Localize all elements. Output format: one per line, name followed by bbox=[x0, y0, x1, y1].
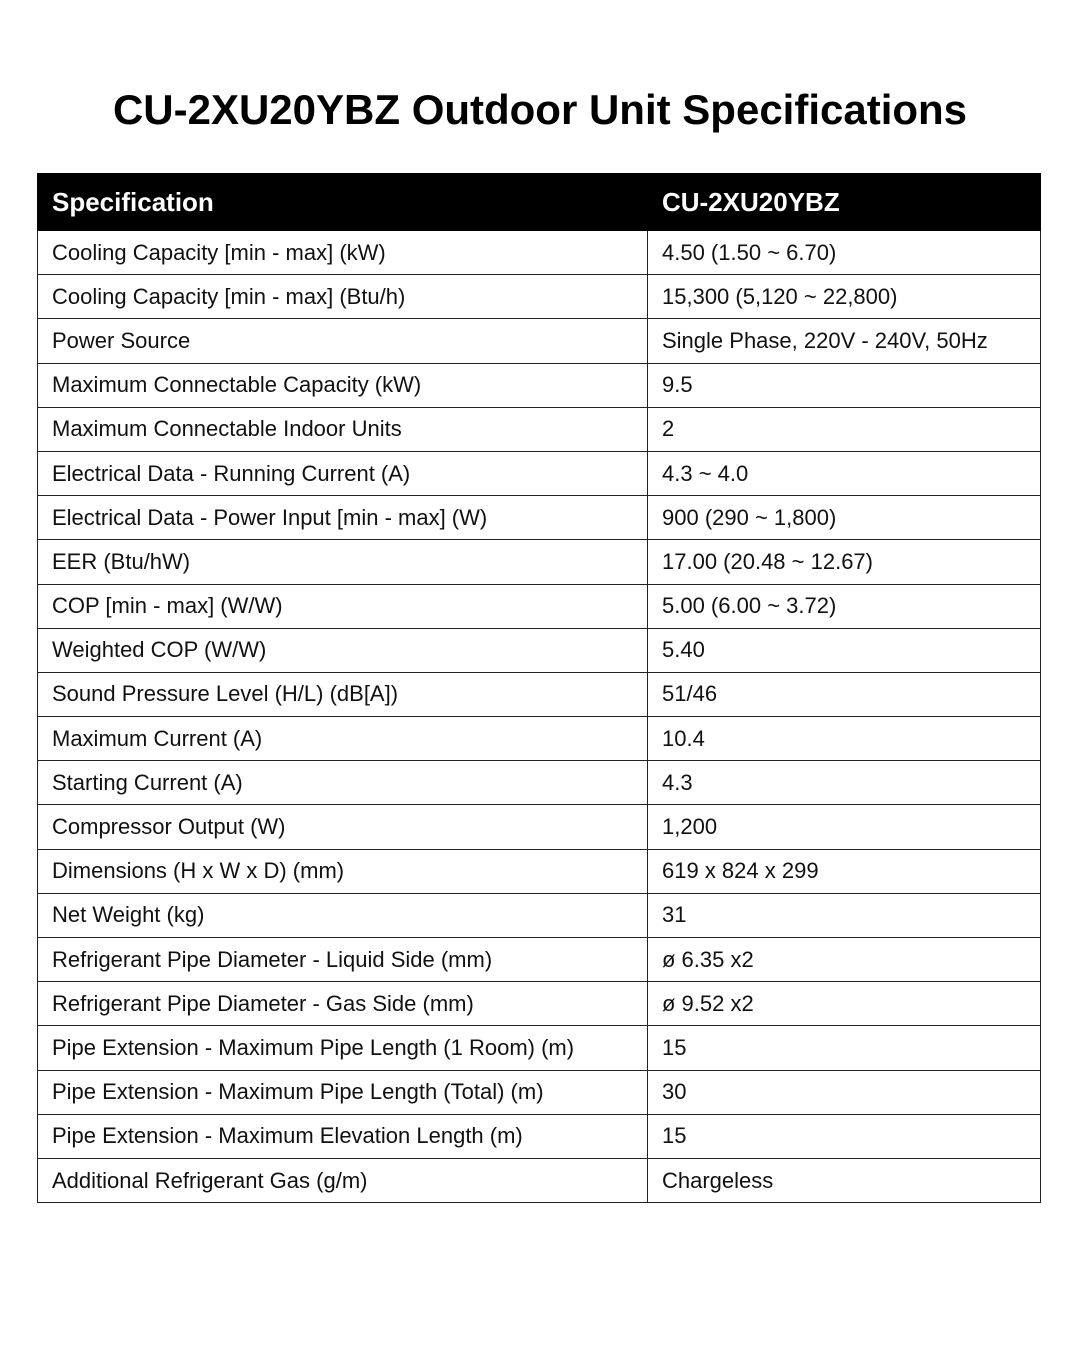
spec-value-cell: Single Phase, 220V - 240V, 50Hz bbox=[648, 319, 1041, 363]
table-row bbox=[38, 363, 1041, 407]
spec-value-cell: 5.40 bbox=[648, 628, 1041, 672]
table-row bbox=[38, 451, 1041, 495]
table-row bbox=[38, 761, 1041, 805]
column-header-specification: Specification bbox=[38, 174, 648, 231]
spec-value-cell: 5.00 (6.00 ~ 3.72) bbox=[648, 584, 1041, 628]
spec-value-cell: 30 bbox=[648, 1070, 1041, 1114]
spec-value-cell: ø 9.52 x2 bbox=[648, 982, 1041, 1026]
table-row bbox=[38, 628, 1041, 672]
table-row bbox=[38, 1114, 1041, 1158]
table-header-row bbox=[38, 174, 1041, 231]
table-row bbox=[38, 231, 1041, 275]
table-row bbox=[38, 584, 1041, 628]
table-row bbox=[38, 407, 1041, 451]
spec-value-cell: 619 x 824 x 299 bbox=[648, 849, 1041, 893]
spec-name-cell: Electrical Data - Running Current (A) bbox=[38, 451, 648, 495]
spec-value-cell: 4.3 ~ 4.0 bbox=[648, 451, 1041, 495]
spec-name-cell: Pipe Extension - Maximum Pipe Length (1 Room) (m) bbox=[38, 1026, 648, 1070]
spec-name-cell: Maximum Connectable Capacity (kW) bbox=[38, 363, 648, 407]
spec-name-cell: Refrigerant Pipe Diameter - Gas Side (mm) bbox=[38, 982, 648, 1026]
spec-value-cell: 1,200 bbox=[648, 805, 1041, 849]
spec-name-cell: Pipe Extension - Maximum Elevation Length (m) bbox=[38, 1114, 648, 1158]
table-row bbox=[38, 1158, 1041, 1202]
spec-name-cell: Refrigerant Pipe Diameter - Liquid Side (mm) bbox=[38, 938, 648, 982]
spec-name-cell: COP [min - max] (W/W) bbox=[38, 584, 648, 628]
spec-value-cell: 10.4 bbox=[648, 717, 1041, 761]
table-row bbox=[38, 982, 1041, 1026]
spec-value-cell: 51/46 bbox=[648, 672, 1041, 716]
spec-name-cell: Compressor Output (W) bbox=[38, 805, 648, 849]
table-body bbox=[38, 231, 1041, 1203]
table-row bbox=[38, 319, 1041, 363]
spec-value-cell: 15 bbox=[648, 1114, 1041, 1158]
table-row bbox=[38, 849, 1041, 893]
spec-name-cell: Cooling Capacity [min - max] (kW) bbox=[38, 231, 648, 275]
table-row bbox=[38, 672, 1041, 716]
spec-name-cell: Dimensions (H x W x D) (mm) bbox=[38, 849, 648, 893]
spec-value-cell: 4.3 bbox=[648, 761, 1041, 805]
spec-value-cell: 15 bbox=[648, 1026, 1041, 1070]
spec-name-cell: Weighted COP (W/W) bbox=[38, 628, 648, 672]
column-header-model: CU-2XU20YBZ bbox=[648, 174, 1041, 231]
spec-name-cell: Net Weight (kg) bbox=[38, 893, 648, 937]
spec-value-cell: Chargeless bbox=[648, 1158, 1041, 1202]
spec-name-cell: Additional Refrigerant Gas (g/m) bbox=[38, 1158, 648, 1202]
table-row bbox=[38, 717, 1041, 761]
spec-value-cell: 4.50 (1.50 ~ 6.70) bbox=[648, 231, 1041, 275]
spec-name-cell: Power Source bbox=[38, 319, 648, 363]
spec-value-cell: 900 (290 ~ 1,800) bbox=[648, 496, 1041, 540]
spec-name-cell: Pipe Extension - Maximum Pipe Length (Total) (m) bbox=[38, 1070, 648, 1114]
table-row bbox=[38, 893, 1041, 937]
spec-value-cell: 15,300 (5,120 ~ 22,800) bbox=[648, 275, 1041, 319]
spec-name-cell: Starting Current (A) bbox=[38, 761, 648, 805]
spec-value-cell: 9.5 bbox=[648, 363, 1041, 407]
table-row bbox=[38, 805, 1041, 849]
spec-name-cell: Maximum Current (A) bbox=[38, 717, 648, 761]
page-title: CU-2XU20YBZ Outdoor Unit Specifications bbox=[112, 86, 968, 133]
spec-value-cell: 17.00 (20.48 ~ 12.67) bbox=[648, 540, 1041, 584]
table-row bbox=[38, 540, 1041, 584]
spec-value-cell: 31 bbox=[648, 893, 1041, 937]
table-row bbox=[38, 1026, 1041, 1070]
spec-name-cell: Maximum Connectable Indoor Units bbox=[38, 407, 648, 451]
spec-name-cell: EER (Btu/hW) bbox=[38, 540, 648, 584]
table-row bbox=[38, 938, 1041, 982]
table-row bbox=[38, 496, 1041, 540]
spec-value-cell: 2 bbox=[648, 407, 1041, 451]
spec-value-cell: ø 6.35 x2 bbox=[648, 938, 1041, 982]
specifications-table bbox=[37, 173, 1041, 1203]
spec-name-cell: Cooling Capacity [min - max] (Btu/h) bbox=[38, 275, 648, 319]
table-row bbox=[38, 1070, 1041, 1114]
spec-name-cell: Sound Pressure Level (H/L) (dB[A]) bbox=[38, 672, 648, 716]
spec-name-cell: Electrical Data - Power Input [min - max] (W) bbox=[38, 496, 648, 540]
table-row bbox=[38, 275, 1041, 319]
